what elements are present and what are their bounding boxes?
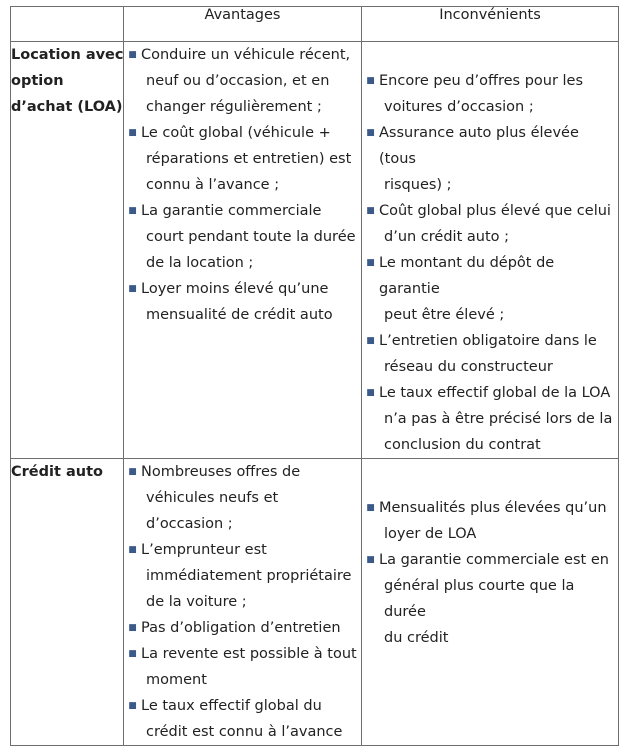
list-item-text: La revente est possible à tout [141, 646, 357, 662]
list-item-text: crédit est connu à l’avance [146, 724, 343, 740]
square-bullet-icon: ■ [366, 128, 375, 138]
list-item-text: Mensualités plus élevées qu’un [379, 500, 607, 516]
list-item-text: immédiatement propriétaire [146, 568, 352, 584]
list-item-text: n’a pas à être précisé lors de la [384, 411, 613, 427]
list-item-text: risques) ; [384, 177, 452, 193]
row-label-line: option [11, 73, 64, 89]
row-loa [11, 42, 619, 459]
row-label-loa [11, 42, 124, 459]
list-item-text: général plus courte que la durée [384, 578, 575, 620]
list-item [124, 120, 361, 198]
list-item-text: Encore peu d’offres pour les [379, 73, 584, 89]
list-item [362, 198, 618, 250]
list-item-text: Le montant du dépôt de garantie [379, 255, 555, 297]
list-item-text: de la voiture ; [146, 594, 247, 610]
square-bullet-icon: ■ [128, 623, 137, 633]
list-item-text: peut être élevé ; [384, 307, 505, 323]
list-item-text: Coût global plus élevé que celui [379, 203, 611, 219]
square-bullet-icon: ■ [128, 128, 137, 138]
list-item [124, 641, 361, 693]
list-item-text: L’entretien obligatoire dans le [379, 333, 597, 349]
list-item-text: neuf ou d’occasion, et en [146, 73, 330, 89]
list-item-text: véhicules neufs et [146, 490, 279, 506]
list-item-text: du crédit [384, 630, 449, 646]
list-item [362, 380, 618, 458]
loa-advantages-cell [124, 42, 362, 459]
list-item-text: La garantie commerciale est en [379, 552, 609, 568]
list-item-text: Conduire un véhicule récent, [141, 47, 351, 63]
square-bullet-icon: ■ [366, 336, 375, 346]
credit-disadvantages-cell [362, 459, 619, 746]
list-item [362, 250, 618, 328]
square-bullet-icon: ■ [128, 206, 137, 216]
square-bullet-icon: ■ [366, 503, 375, 513]
list-item-text: Assurance auto plus élevée (tous [379, 125, 579, 167]
header-avantages: Avantages [124, 7, 362, 42]
list-item [362, 495, 618, 547]
list-item-text: La garantie commerciale [141, 203, 322, 219]
list-item-text: réseau du constructeur [384, 359, 553, 375]
list-item [362, 547, 618, 651]
list-item-text: Le taux effectif global du [141, 698, 322, 714]
list-item [124, 537, 361, 615]
credit-advantages-list [124, 459, 361, 745]
header-row [11, 7, 619, 42]
list-item-text: conclusion du contrat [384, 437, 541, 453]
list-item-text: voitures d’occasion ; [384, 99, 534, 115]
list-item [124, 459, 361, 537]
credit-disadvantages-list [362, 459, 618, 651]
square-bullet-icon: ■ [366, 76, 375, 86]
loa-advantages-list [124, 42, 361, 328]
list-item-text: moment [146, 672, 207, 688]
list-item [362, 328, 618, 380]
square-bullet-icon: ■ [366, 555, 375, 565]
square-bullet-icon: ■ [366, 388, 375, 398]
list-item-text: Loyer moins élevé qu’une [141, 281, 329, 297]
row-credit-auto [11, 459, 619, 746]
list-item [124, 42, 361, 120]
list-item-text: loyer de LOA [384, 526, 477, 542]
list-item [362, 120, 618, 198]
loa-disadvantages-list [362, 42, 618, 458]
square-bullet-icon: ■ [366, 258, 375, 268]
list-item-text: connu à l’avance ; [146, 177, 280, 193]
list-item-text: de la location ; [146, 255, 254, 271]
list-item-text: court pendant toute la durée [146, 229, 356, 245]
header-inconvenients: Inconvénients [362, 7, 619, 42]
comparison-table [10, 6, 619, 746]
list-item-text: changer régulièrement ; [146, 99, 322, 115]
corner-cell [11, 7, 124, 42]
list-item [124, 198, 361, 276]
list-item [124, 276, 361, 328]
list-item-text: Pas d’obligation d’entretien [141, 620, 341, 636]
list-item [124, 693, 361, 745]
square-bullet-icon: ■ [128, 701, 137, 711]
square-bullet-icon: ■ [128, 50, 137, 60]
list-item [362, 68, 618, 120]
square-bullet-icon: ■ [128, 284, 137, 294]
list-item-text: d’un crédit auto ; [384, 229, 509, 245]
list-item-text: Le coût global (véhicule + [141, 125, 331, 141]
list-item-text: d’occasion ; [146, 516, 233, 532]
square-bullet-icon: ■ [366, 206, 375, 216]
list-item-text: mensualité de crédit auto [146, 307, 333, 323]
credit-advantages-cell [124, 459, 362, 746]
row-label-line: Crédit auto [11, 464, 103, 480]
list-item-text: réparations et entretien) est [146, 151, 352, 167]
row-label-line: d’achat (LOA) [11, 99, 123, 115]
list-item-text: Le taux effectif global de la LOA [379, 385, 611, 401]
loa-disadvantages-cell [362, 42, 619, 459]
list-item-text: L’emprunteur est [141, 542, 267, 558]
square-bullet-icon: ■ [128, 467, 137, 477]
list-item [124, 615, 361, 641]
row-label-line: Location avec [11, 47, 124, 63]
square-bullet-icon: ■ [128, 545, 137, 555]
row-label-credit-auto [11, 459, 124, 746]
square-bullet-icon: ■ [128, 649, 137, 659]
list-item-text: Nombreuses offres de [141, 464, 301, 480]
